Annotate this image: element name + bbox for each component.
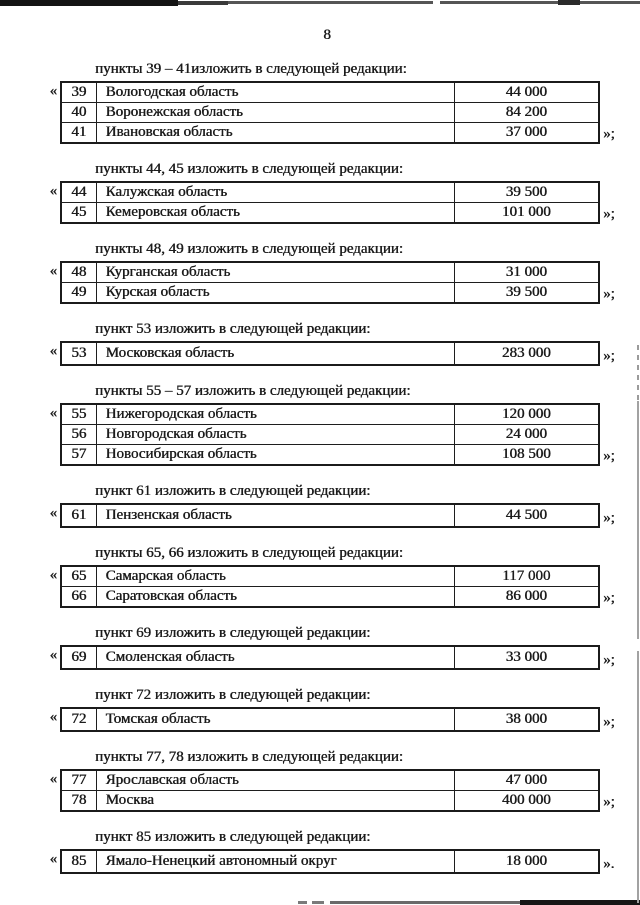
table-wrap xyxy=(49,181,615,224)
row-number-cell: 72 xyxy=(61,708,96,731)
page-number: 8 xyxy=(323,27,331,43)
value-cell: 84 200 xyxy=(454,103,599,123)
value-cell: 117 000 xyxy=(454,566,599,587)
section-header: пункт 53 изложить в следующей редакции: xyxy=(95,321,371,337)
region-name-cell: Новгородская область xyxy=(96,425,454,445)
row-number-cell: 66 xyxy=(61,587,96,608)
region-name-cell: Кемеровская область xyxy=(96,203,454,224)
table-row xyxy=(61,283,599,304)
amendment-section xyxy=(0,321,640,366)
closing-guillemet-mark: »; xyxy=(603,206,615,222)
closing-guillemet-mark: »; xyxy=(603,286,615,302)
amendment-section xyxy=(0,61,640,144)
opening-guillemet-mark: « xyxy=(49,343,57,359)
section-header: пункты 48, 49 изложить в следующей редакции: xyxy=(95,241,403,257)
amendment-section xyxy=(0,383,640,466)
closing-guillemet-mark: ». xyxy=(603,856,615,872)
amendment-table xyxy=(60,181,600,224)
scan-artifact-bottom-bar xyxy=(520,900,640,905)
region-name-cell: Смоленская область xyxy=(96,646,454,669)
row-number-cell: 48 xyxy=(61,262,96,283)
region-name-cell: Новосибирская область xyxy=(96,445,454,466)
table-row xyxy=(61,445,599,466)
opening-guillemet-mark: « xyxy=(49,647,57,663)
row-number-cell: 40 xyxy=(61,103,96,123)
region-name-cell: Вологодская область xyxy=(96,82,454,103)
row-number-cell: 44 xyxy=(61,182,96,203)
section-header: пункт 61 изложить в следующей редакции: xyxy=(95,483,371,499)
closing-guillemet-mark: »; xyxy=(603,590,615,606)
amendment-table xyxy=(60,707,600,732)
region-name-cell: Московская область xyxy=(96,342,454,365)
table-wrap xyxy=(49,849,615,874)
table-row xyxy=(61,103,599,123)
amendment-section xyxy=(0,829,640,874)
row-number-cell: 45 xyxy=(61,203,96,224)
table-wrap xyxy=(49,403,615,466)
row-number-cell: 49 xyxy=(61,283,96,304)
amendment-table xyxy=(60,261,600,304)
opening-guillemet-mark: « xyxy=(49,263,57,279)
opening-guillemet-mark: « xyxy=(49,183,57,199)
amendment-table xyxy=(60,81,600,144)
region-name-cell: Самарская область xyxy=(96,566,454,587)
region-name-cell: Курганская область xyxy=(96,262,454,283)
section-header: пункты 65, 66 изложить в следующей редакции: xyxy=(95,545,403,561)
table-row xyxy=(61,504,599,527)
table-row xyxy=(61,203,599,224)
region-name-cell: Нижегородская область xyxy=(96,404,454,425)
row-number-cell: 39 xyxy=(61,82,96,103)
amendment-section xyxy=(0,241,640,304)
scan-artifact-bottom-dash xyxy=(298,901,307,904)
region-name-cell: Пензенская область xyxy=(96,504,454,527)
table-wrap xyxy=(49,707,615,732)
region-name-cell: Курская область xyxy=(96,283,454,304)
region-name-cell: Ямало-Ненецкий автономный округ xyxy=(96,850,454,873)
amendment-table xyxy=(60,341,600,366)
scan-artifact-bottom-line xyxy=(330,901,520,904)
value-cell: 283 000 xyxy=(454,342,599,365)
amendment-table xyxy=(60,403,600,466)
value-cell: 400 000 xyxy=(454,791,599,812)
amendment-table xyxy=(60,769,600,812)
table-row xyxy=(61,262,599,283)
region-name-cell: Воронежская область xyxy=(96,103,454,123)
closing-guillemet-mark: »; xyxy=(603,510,615,526)
amendment-table xyxy=(60,565,600,608)
value-cell: 86 000 xyxy=(454,587,599,608)
opening-guillemet-mark: « xyxy=(49,771,57,787)
row-number-cell: 78 xyxy=(61,791,96,812)
amendment-table xyxy=(60,503,600,528)
value-cell: 44 000 xyxy=(454,82,599,103)
row-number-cell: 55 xyxy=(61,404,96,425)
row-number-cell: 61 xyxy=(61,504,96,527)
value-cell: 120 000 xyxy=(454,404,599,425)
value-cell: 47 000 xyxy=(454,770,599,791)
value-cell: 38 000 xyxy=(454,708,599,731)
table-wrap xyxy=(49,769,615,812)
row-number-cell: 85 xyxy=(61,850,96,873)
table-row xyxy=(61,850,599,873)
table-row xyxy=(61,342,599,365)
closing-guillemet-mark: »; xyxy=(603,794,615,810)
row-number-cell: 41 xyxy=(61,123,96,144)
row-number-cell: 65 xyxy=(61,566,96,587)
table-row xyxy=(61,708,599,731)
region-name-cell: Саратовская область xyxy=(96,587,454,608)
table-wrap xyxy=(49,341,615,366)
section-header: пункт 69 изложить в следующей редакции: xyxy=(95,625,371,641)
row-number-cell: 57 xyxy=(61,445,96,466)
row-number-cell: 56 xyxy=(61,425,96,445)
amendment-table xyxy=(60,645,600,670)
row-number-cell: 77 xyxy=(61,770,96,791)
table-row xyxy=(61,404,599,425)
section-header: пункты 77, 78 изложить в следующей редакции: xyxy=(95,749,403,765)
opening-guillemet-mark: « xyxy=(49,83,57,99)
amendment-section xyxy=(0,687,640,732)
closing-guillemet-mark: »; xyxy=(603,652,615,668)
opening-guillemet-mark: « xyxy=(49,567,57,583)
region-name-cell: Ивановская область xyxy=(96,123,454,144)
value-cell: 39 500 xyxy=(454,283,599,304)
section-header: пункт 85 изложить в следующей редакции: xyxy=(95,829,371,845)
amendment-table xyxy=(60,849,600,874)
table-row xyxy=(61,82,599,103)
value-cell: 24 000 xyxy=(454,425,599,445)
value-cell: 31 000 xyxy=(454,262,599,283)
value-cell: 101 000 xyxy=(454,203,599,224)
opening-guillemet-mark: « xyxy=(49,505,57,521)
opening-guillemet-mark: « xyxy=(49,851,57,867)
value-cell: 39 500 xyxy=(454,182,599,203)
value-cell: 33 000 xyxy=(454,646,599,669)
opening-guillemet-mark: « xyxy=(49,709,57,725)
row-number-cell: 53 xyxy=(61,342,96,365)
table-row xyxy=(61,566,599,587)
table-wrap xyxy=(49,645,615,670)
region-name-cell: Томская область xyxy=(96,708,454,731)
amendment-section xyxy=(0,545,640,608)
section-header: пункты 39 – 41изложить в следующей редакции: xyxy=(95,61,407,77)
value-cell: 18 000 xyxy=(454,850,599,873)
section-header: пункт 72 изложить в следующей редакции: xyxy=(95,687,371,703)
region-name-cell: Калужская область xyxy=(96,182,454,203)
table-row xyxy=(61,587,599,608)
closing-guillemet-mark: »; xyxy=(603,714,615,730)
amendment-section xyxy=(0,625,640,670)
table-row xyxy=(61,646,599,669)
scan-artifact-bottom-dash xyxy=(312,901,324,904)
table-row xyxy=(61,123,599,144)
section-header: пункты 44, 45 изложить в следующей редакции: xyxy=(95,161,403,177)
table-wrap xyxy=(49,565,615,608)
closing-guillemet-mark: »; xyxy=(603,448,615,464)
region-name-cell: Ярославская область xyxy=(96,770,454,791)
table-wrap xyxy=(49,503,615,528)
table-row xyxy=(61,770,599,791)
value-cell: 108 500 xyxy=(454,445,599,466)
value-cell: 44 500 xyxy=(454,504,599,527)
opening-guillemet-mark: « xyxy=(49,405,57,421)
row-number-cell: 69 xyxy=(61,646,96,669)
table-row xyxy=(61,791,599,812)
table-row xyxy=(61,182,599,203)
section-header: пункты 55 – 57 изложить в следующей редакции: xyxy=(95,383,411,399)
amendment-section xyxy=(0,161,640,224)
amendment-section xyxy=(0,483,640,528)
region-name-cell: Москва xyxy=(96,791,454,812)
table-wrap xyxy=(49,81,615,144)
amendment-sections xyxy=(0,61,640,874)
closing-guillemet-mark: »; xyxy=(603,126,615,142)
closing-guillemet-mark: »; xyxy=(603,348,615,364)
table-wrap xyxy=(49,261,615,304)
table-row xyxy=(61,425,599,445)
amendment-section xyxy=(0,749,640,812)
value-cell: 37 000 xyxy=(454,123,599,144)
